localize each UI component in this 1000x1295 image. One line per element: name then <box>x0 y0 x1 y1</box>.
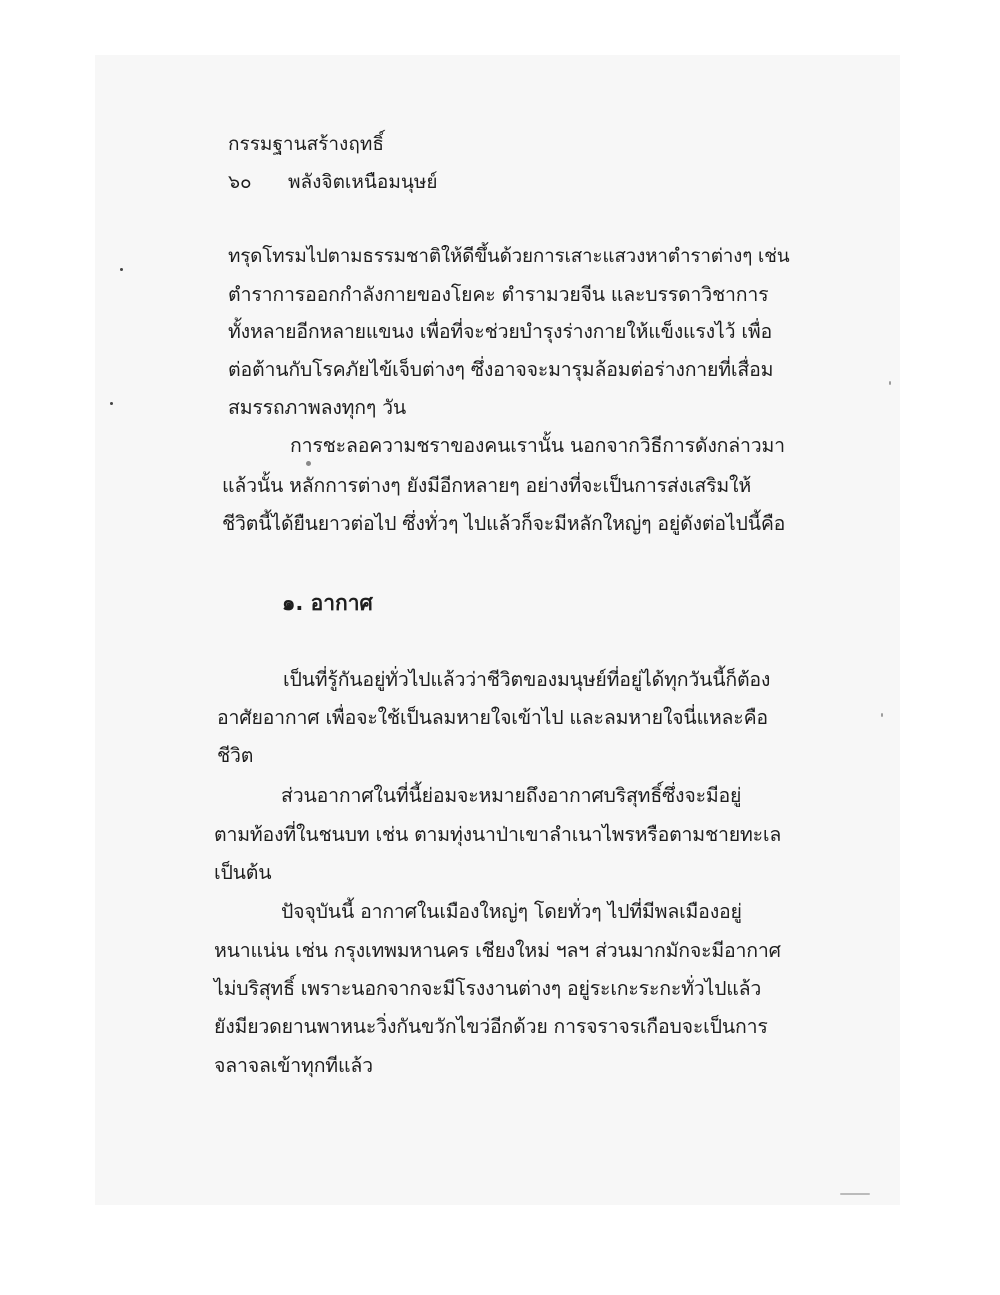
body-line: เป็นต้น <box>214 861 272 884</box>
running-header <box>228 169 438 195</box>
body-line: สมรรถภาพลงทุกๆ วัน <box>228 396 407 419</box>
body-line: ยังมียวดยานพาหนะวิ่งกันขวักไขว่อีกด้วย การจราจรเกือบจะเป็นการ <box>214 1015 768 1038</box>
body-line: ไม่บริสุทธิ์ เพราะนอกจากจะมีโรงงานต่างๆ อยู่ระเกะระกะทั่วไปแล้ว <box>214 977 762 1000</box>
body-line: ปัจจุบันนี้ อากาศในเมืองใหญ่ๆ โดยทั่วๆ ไปที่มีพลเมืองอยู่ <box>281 900 742 923</box>
section-heading: ๑. อากาศ <box>282 591 373 615</box>
page-number: ๖๐ <box>228 171 252 193</box>
scan-speck <box>120 268 123 271</box>
scan-speck <box>110 402 113 405</box>
body-line: ส่วนอากาศในที่นี้ย่อมจะหมายถึงอากาศบริสุทธิ์ซึ่งจะมีอยู่ <box>281 784 742 807</box>
body-line: อาศัยอากาศ เพื่อจะใช้เป็นลมหายใจเข้าไป และลมหายใจนี่แหละคือ <box>217 706 768 729</box>
body-line: ต่อต้านกับโรคภัยไข้เจ็บต่างๆ ซึ่งอาจจะมารุมล้อมต่อร่างกายที่เสื่อม <box>228 358 774 381</box>
body-line: ตำราการออกกำลังกายของโยคะ ตำรามวยจีน และบรรดาวิชาการ <box>228 283 769 306</box>
scan-speck <box>306 461 311 466</box>
body-line: จลาจลเข้าทุกทีแล้ว <box>214 1054 373 1077</box>
body-line: ชีวิตนี้ได้ยืนยาวต่อไป ซึ่งทั่วๆ ไปแล้วก็จะมีหลักใหญ่ๆ อยู่ดังต่อไปนี้คือ <box>222 512 786 535</box>
body-line: ตามท้องที่ในชนบท เช่น ตามทุ่งนาป่าเขาลำเนาไพรหรือตามชายทะเล <box>214 823 782 846</box>
running-header-book-title: กรรมฐานสร้างฤทธิ์ <box>228 133 384 155</box>
scan-speck <box>840 1193 870 1195</box>
body-line: เป็นที่รู้กันอยู่ทั่วไปแล้วว่าชีวิตของมนุษย์ที่อยู่ได้ทุกวันนี้ก็ต้อง <box>283 668 771 691</box>
chapter-title: พลังจิตเหนือมนุษย์ <box>288 171 438 193</box>
scan-speck <box>889 381 891 385</box>
scan-speck <box>881 713 883 717</box>
body-line: ชีวิต <box>217 744 254 767</box>
body-line: แล้วนั้น หลักการต่างๆ ยังมีอีกหลายๆ อย่างที่จะเป็นการส่งเสริมให้ <box>222 474 752 497</box>
body-line: ทั้งหลายอีกหลายแขนง เพื่อที่จะช่วยบำรุงร่างกายให้แข็งแรงไว้ เพื่อ <box>228 320 772 343</box>
body-line: การชะลอความชราของคนเรานั้น นอกจากวิธีการดังกล่าวมา <box>290 434 785 457</box>
body-line: ทรุดโทรมไปตามธรรมชาติให้ดีขึ้นด้วยการเสาะแสวงหาตำราต่างๆ เช่น <box>228 245 790 267</box>
body-line: หนาแน่น เช่น กรุงเทพมหานคร เชียงใหม่ ฯลฯ ส่วนมากมักจะมีอากาศ <box>214 939 781 962</box>
